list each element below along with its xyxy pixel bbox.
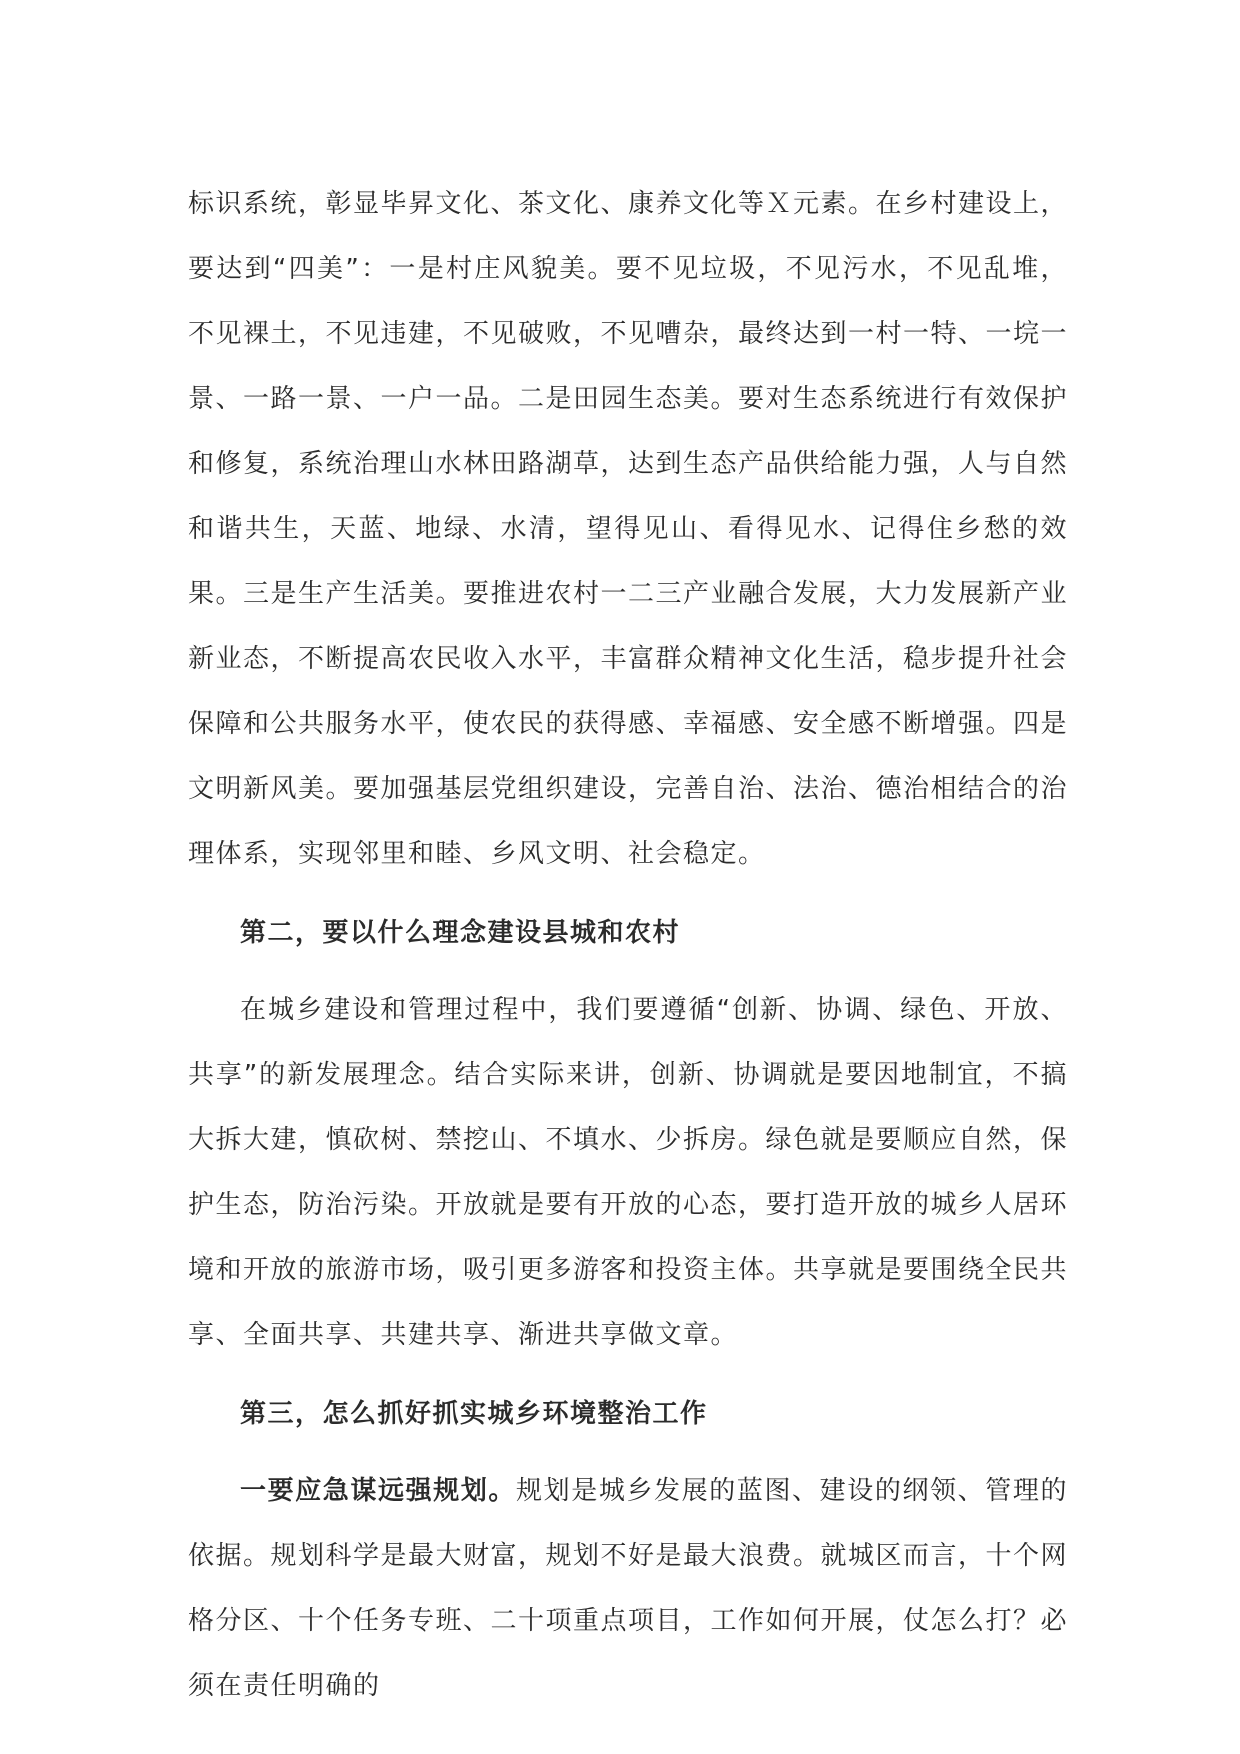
paragraph-development-concept: 在城乡建设和管理过程中，我们要遵循“创新、协调、绿色、开放、共享”的新发展理念。结合实际来讲，创新、协调就是要因地制宜，不搞大拆大建，慎砍树、禁挖山、不填水、少拆房。绿色就是要顺应自然，保护生态，防治污染。开放就是要有开放的心态，要打造开放的城乡人居环境和开放的旅游市场，吸引更多游客和投资主体。共享就是要围绕全民共享、全面共享、共建共享、渐进共享做文章。 [188, 995, 1069, 1350]
paragraph-body-text: 规划是城乡发展的蓝图、建设的纲领、管理的依据。规划科学是最大财富，规划不好是最大浪费。就城区而言，十个网格分区、十个任务专班、二十项重点项目，工作如何开展，仗怎么打？必须在责任明确的 [188, 1476, 1069, 1701]
section-heading-third: 第三，怎么抓好抓实城乡环境整治工作 [240, 1399, 708, 1429]
paragraph-lead-text: 一要应急谋远强规划。 [240, 1476, 517, 1506]
document-body [188, 172, 1068, 1733]
paragraph-planning [188, 1459, 1068, 1719]
paragraph-four-beauties: 标识系统，彰显毕昇文化、茶文化、康养文化等Ｘ元素。在乡村建设上，要达到“四美”：一是村庄风貌美。要不见垃圾，不见污水，不见乱堆，不见裸土，不见违建，不见破败，不见嘈杂，最终达到一村一特、一垸一景、一路一景、一户一品。二是田园生态美。要对生态系统进行有效保护和修复，系统治理山水林田路湖草，达到生态产品供给能力强，人与自然和谐共生，天蓝、地绿、水清，望得见山、看得见水、记得住乡愁的效果。三是生产生活美。要推进农村一二三产业融合发展，大力发展新产业新业态，不断提高农民收入水平，丰富群众精神文化生活，稳步提升社会保障和公共服务水平，使农民的获得感、幸福感、安全感不断增强。四是文明新风美。要加强基层党组织建设，完善自治、法治、德治相结合的治理体系，实现邻里和睦、乡风文明、社会稳定。 [188, 189, 1069, 869]
section-heading-second: 第二，要以什么理念建设县城和农村 [240, 918, 681, 948]
